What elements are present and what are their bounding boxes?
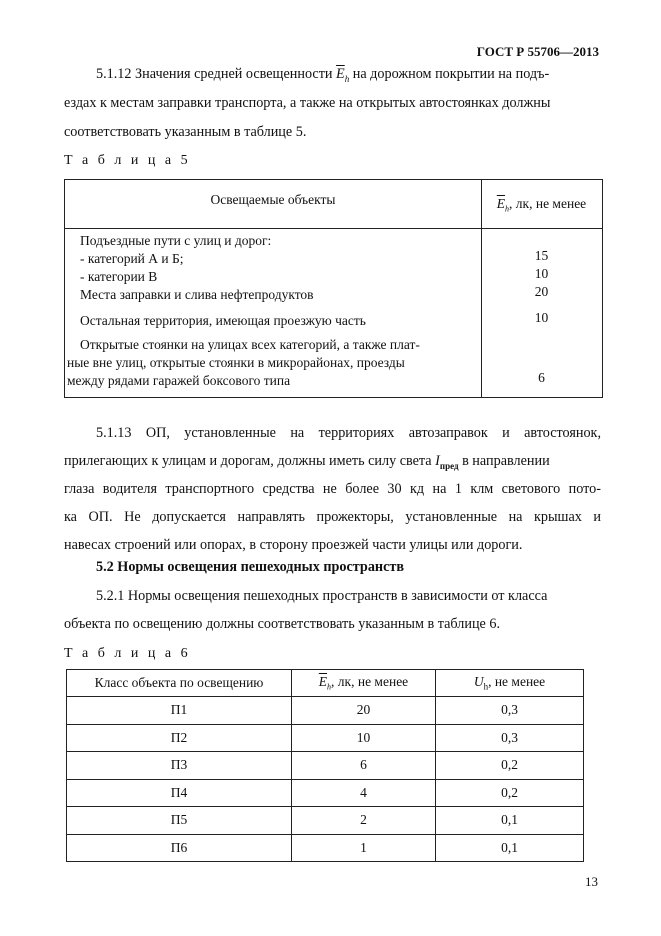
table6-eh-cell: 20 bbox=[292, 697, 436, 725]
para-5-1-12-line2: ездах к местам заправки транспорта, а также на открытых автостоянках должны bbox=[64, 95, 551, 111]
table5-value-cat-b: 10 bbox=[534, 266, 549, 281]
table6-class-cell: П3 bbox=[67, 752, 292, 780]
table5-cell-parking-line2: ные вне улиц, открытые стоянки в микрорайонах, проезды bbox=[67, 355, 405, 370]
para-5-1-13-line3: глаза водителя транспортного средства не более 30 кд на 1 клм светового пото- bbox=[64, 481, 601, 497]
table5-cell-cat-ab: - категорий А и Б; bbox=[80, 251, 184, 266]
table5-cell-parking-line1: Открытые стоянки на улицах всех категорий, а также плат- bbox=[80, 337, 420, 352]
table5-col1-header: Освещаемые объекты bbox=[210, 192, 336, 207]
table6-caption: Т а б л и ц а 6 bbox=[64, 646, 191, 661]
document-id: ГОСТ Р 55706—2013 bbox=[476, 44, 599, 59]
table6-uh-cell: 0,2 bbox=[436, 779, 584, 807]
table5-cell-parking-line3: между рядами гаражей боксового типа bbox=[67, 373, 291, 388]
table6-col2-header: $\overline{E}_h$, лк, не менее bbox=[292, 670, 436, 697]
table5-value-cat-ab: 15 bbox=[534, 248, 549, 263]
para-5-1-12-line3: соответствовать указанным в таблице 5. bbox=[64, 124, 307, 140]
para-5-1-13-line4: ка ОП. Не допускается направлять прожекторы, установленные на крышах и bbox=[64, 509, 601, 525]
i-symbol: I bbox=[435, 453, 440, 469]
table6-eh-cell: 4 bbox=[292, 779, 436, 807]
table6-col1-header: Класс объекта по освещению bbox=[67, 670, 292, 697]
table6-col3-header: $U_h$, не менее bbox=[436, 670, 584, 697]
table5-cell-access-roads: Подъездные пути с улиц и дорог: bbox=[80, 233, 272, 248]
table5-cell-cat-b: - категории В bbox=[80, 269, 158, 284]
para-5-2-1-line2: объекта по освещению должны соответствовать указанным в таблице 6. bbox=[64, 616, 501, 632]
e-symbol: $\overline{E}$ bbox=[336, 66, 345, 82]
table6-eh-cell: 1 bbox=[292, 834, 436, 862]
section-5-2-heading: 5.2 Нормы освещения пешеходных пространств bbox=[96, 559, 405, 575]
para-5-1-12-line1: 5.1.12 Значения средней освещенности $\overline{E}_h$ на дорожном покрытии на подъ- bbox=[96, 66, 550, 84]
para-5-1-13-line1: 5.1.13 ОП, установленные на территориях автозаправок и автостоянок, bbox=[96, 425, 601, 441]
table5-value-parking: 6 bbox=[538, 370, 545, 385]
page-number: 13 bbox=[585, 874, 598, 889]
table5-caption: Т а б л и ц а 5 bbox=[64, 153, 191, 168]
table6-uh-cell: 0,1 bbox=[436, 807, 584, 835]
table5-value-other-territory: 10 bbox=[534, 310, 549, 325]
table6-class-cell: П6 bbox=[67, 834, 292, 862]
para-5-1-13-line5: навесах строений или опорах, в сторону проезжей части улицы или дороги. bbox=[64, 537, 523, 553]
table6-eh-cell: 6 bbox=[292, 752, 436, 780]
table-row bbox=[67, 807, 584, 835]
para-5-1-13-line2: прилегающих к улицам и дорогам, должны иметь силу света $I_{пред}$ в направлении bbox=[64, 453, 550, 471]
table5-header-divider bbox=[65, 228, 602, 229]
table6-uh-cell: 0,1 bbox=[436, 834, 584, 862]
table-row bbox=[67, 779, 584, 807]
table5-cell-other-territory: Остальная территория, имеющая проезжую часть bbox=[80, 313, 366, 328]
table6-eh-cell: 2 bbox=[292, 807, 436, 835]
table5-value-fuel-places: 20 bbox=[534, 284, 549, 299]
table6-class-cell: П2 bbox=[67, 724, 292, 752]
table6-uh-cell: 0,3 bbox=[436, 724, 584, 752]
table-5 bbox=[64, 179, 603, 398]
table-6 bbox=[66, 669, 584, 862]
table6-uh-cell: 0,3 bbox=[436, 697, 584, 725]
table-row bbox=[67, 724, 584, 752]
table6-eh-cell: 10 bbox=[292, 724, 436, 752]
table5-cell-fuel-places: Места заправки и слива нефтепродуктов bbox=[80, 287, 314, 302]
table-row bbox=[67, 834, 584, 862]
table6-class-cell: П4 bbox=[67, 779, 292, 807]
table-row bbox=[67, 752, 584, 780]
table6-header-row bbox=[67, 670, 584, 697]
table-row bbox=[67, 697, 584, 725]
table6-class-cell: П1 bbox=[67, 697, 292, 725]
table6-uh-cell: 0,2 bbox=[436, 752, 584, 780]
table5-col2-header: $\overline{E}_h$, лк, не менее bbox=[496, 196, 587, 214]
table6-class-cell: П5 bbox=[67, 807, 292, 835]
para-5-2-1-line1: 5.2.1 Нормы освещения пешеходных пространств в зависимости от класса bbox=[96, 588, 548, 604]
